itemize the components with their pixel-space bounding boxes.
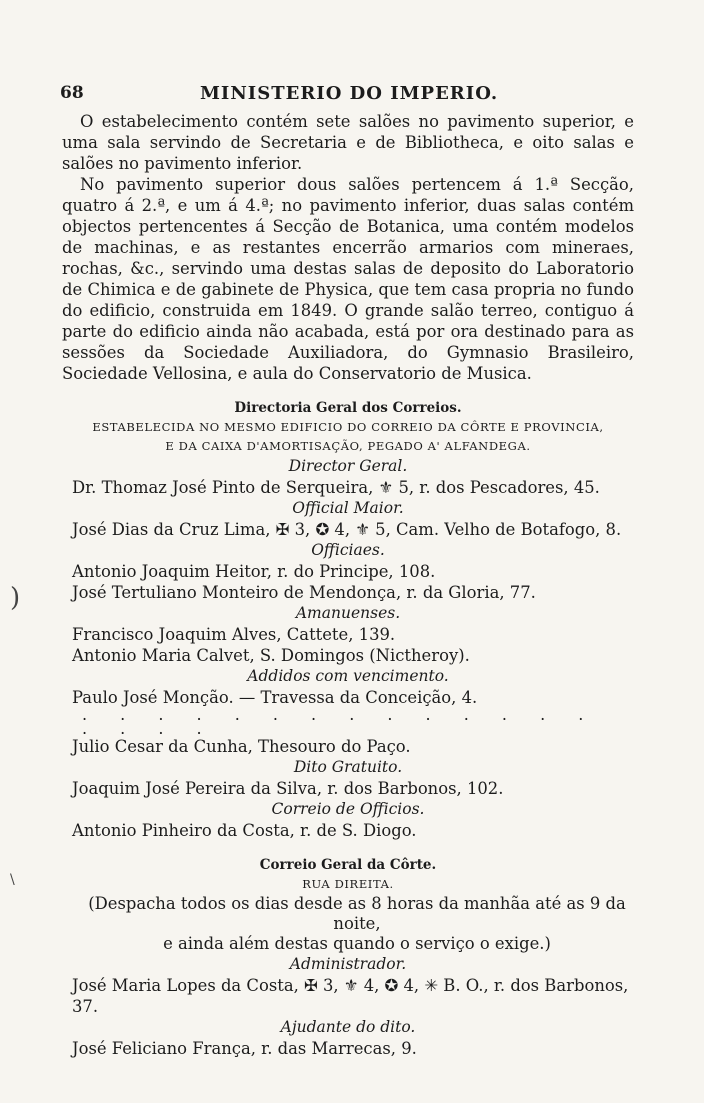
running-title: MINISTERIO DO IMPERIO.: [200, 83, 499, 104]
dotted-separator: . . . . . . . . . . . . . . . . . .: [82, 705, 598, 738]
entry-oficial-maior: José Dias da Cruz Lima, ✠ 3, ✪ 4, ⚜ 5, Cam. Velho de Botafogo, 8.: [72, 520, 622, 539]
section-title-correios: Directoria Geral dos Correios.: [234, 400, 462, 416]
hours-note-line2: e ainda além destas quando o serviço o exige.): [163, 934, 551, 953]
hours-note-line1: (Despacha todos os dias desde as 8 horas da manhãa até as 9 da noite,: [88, 894, 626, 933]
intro-paragraph-1: O estabelecimento contém sete salões no pavimento superior, e uma sala servindo de Secretaria e de Bibliotheca, e oito salas e salões no pavimento inferior.: [62, 112, 634, 173]
role-director: Director Geral.: [288, 457, 408, 475]
page-header: [60, 83, 645, 107]
entry-ajudante: José Feliciano França, r. das Marrecas, 9.: [72, 1039, 417, 1058]
role-correio-officios: Correio de Officios.: [271, 800, 425, 818]
role-administrador: Administrador.: [289, 955, 407, 973]
role-officiaes: Officiaes.: [311, 541, 385, 559]
section-subtitle-line2: E DA CAIXA D'AMORTISAÇÃO, PEGADO A' ALFANDEGA.: [165, 439, 531, 453]
entry-director: Dr. Thomaz José Pinto de Serqueira, ⚜ 5, r. dos Pescadores, 45.: [72, 478, 600, 497]
page-body: [62, 111, 634, 1059]
margin-mark-icon: ): [10, 583, 21, 613]
entry-amanuense-1: Francisco Joaquim Alves, Cattete, 139.: [72, 625, 396, 644]
entry-gratuito: Joaquim José Pereira da Silva, r. dos Barbonos, 102.: [72, 779, 504, 798]
section-subtitle-line1: ESTABELECIDA NO MESMO EDIFICIO DO CORREIO DA CÔRTE E PROVINCIA,: [92, 420, 604, 434]
margin-tick-icon: \: [10, 872, 15, 888]
entry-addido-2: Julio Cesar da Cunha, Thesouro do Paço.: [72, 737, 411, 756]
role-amanuenses: Amanuenses.: [295, 604, 401, 622]
section-street: RUA DIREITA.: [302, 877, 394, 891]
entry-correio-officios: Antonio Pinheiro da Costa, r. de S. Diogo.: [72, 821, 417, 840]
intro-paragraph-2: No pavimento superior dous salões pertencem á 1.ª Secção, quatro á 2.ª, e um á 4.ª; no pavimento inferior, duas salas contém objectos pertencentes á Secção de Botanica, uma contém modelos de machinas, e as restantes encerrão armarios com mineraes, rochas, &c., servindo uma destas salas de deposito do Laboratorio de Chimica e de gabinete de Physica, que tem casa propria no fundo do edificio, construida em 1849. O grande salão terreo, contiguo á parte do edificio ainda não acabada, está por ora destinado para as sessões da Sociedade Auxiliadora, do Gymnasio Brasileiro, Sociedade Vellosina, e aula do Conservatorio de Musica.: [62, 175, 634, 383]
entry-official-1: Antonio Joaquim Heitor, r. do Principe, 108.: [72, 562, 436, 581]
section-title-correio-geral: Correio Geral da Côrte.: [259, 857, 437, 873]
role-addidos: Addidos com vencimento.: [247, 667, 449, 685]
entry-official-2: José Tertuliano Monteiro de Mendonça, r. da Gloria, 77.: [72, 583, 536, 602]
entry-amanuense-2: Antonio Maria Calvet, S. Domingos (Nictheroy).: [72, 646, 470, 665]
entry-addido-1: Paulo José Monção. — Travessa da Conceição, 4.: [72, 688, 478, 707]
entry-administrador: José Maria Lopes da Costa, ✠ 3, ⚜ 4, ✪ 4, ✳ B. O., r. dos Barbonos, 37.: [72, 976, 629, 1016]
role-ajudante: Ajudante do dito.: [280, 1018, 416, 1036]
role-oficial-maior: Official Maior.: [292, 499, 404, 517]
role-gratuito: Dito Gratuito.: [293, 758, 403, 776]
page-number: 68: [60, 83, 84, 103]
